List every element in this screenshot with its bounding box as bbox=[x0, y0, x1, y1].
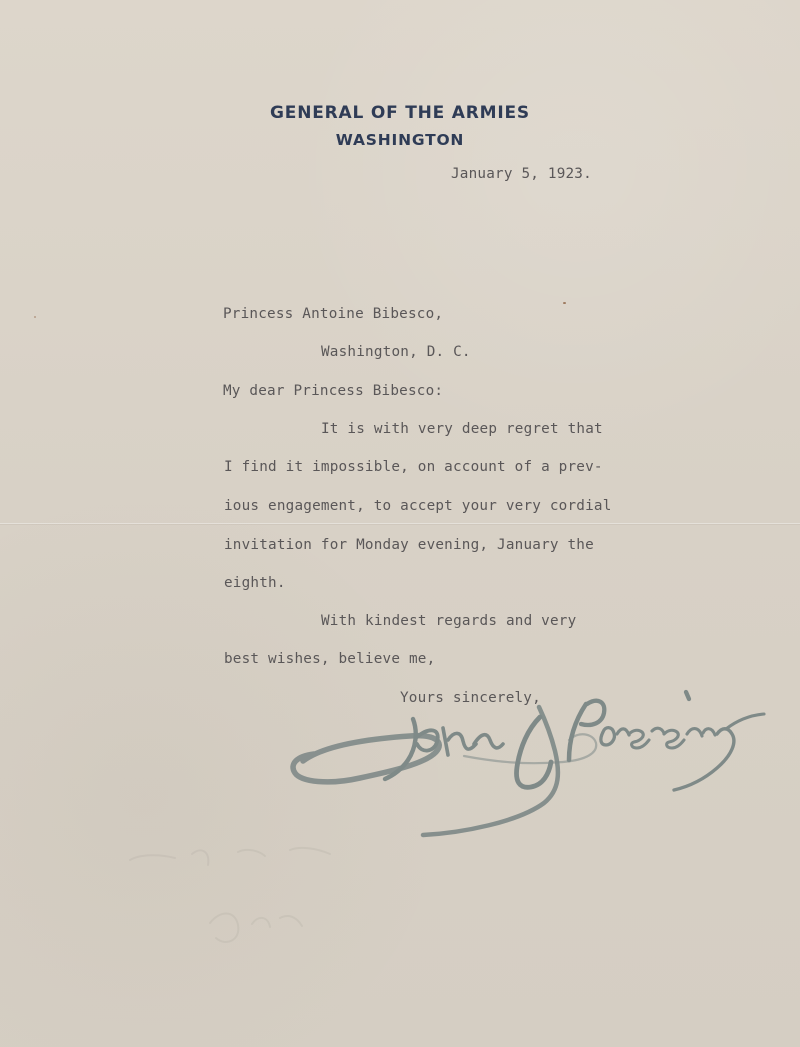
closing-line: Yours sincerely, bbox=[400, 690, 541, 706]
letterhead-title: GENERAL OF THE ARMIES bbox=[270, 103, 530, 123]
body-line-6: With kindest regards and very bbox=[321, 613, 577, 629]
salutation: My dear Princess Bibesco: bbox=[223, 383, 444, 399]
body-line-1: It is with very deep regret that bbox=[321, 421, 603, 437]
letter-date: January 5, 1923. bbox=[451, 166, 592, 182]
paper-speck bbox=[563, 302, 566, 304]
recipient-city: Washington, D. C. bbox=[321, 344, 471, 360]
paper-speck bbox=[34, 316, 36, 318]
faint-pencil-marks bbox=[120, 830, 440, 980]
letterhead-subtitle: WASHINGTON bbox=[335, 131, 465, 149]
body-line-3: ious engagement, to accept your very cordial bbox=[224, 498, 612, 514]
recipient-name: Princess Antoine Bibesco, bbox=[223, 306, 444, 322]
handwritten-signature bbox=[285, 684, 775, 844]
body-line-2: I find it impossible, on account of a prev- bbox=[224, 459, 603, 475]
body-line-5: eighth. bbox=[224, 575, 286, 591]
paper-fold-line bbox=[0, 523, 800, 524]
body-line-7: best wishes, believe me, bbox=[224, 651, 436, 667]
body-line-4: invitation for Monday evening, January the bbox=[224, 537, 594, 553]
